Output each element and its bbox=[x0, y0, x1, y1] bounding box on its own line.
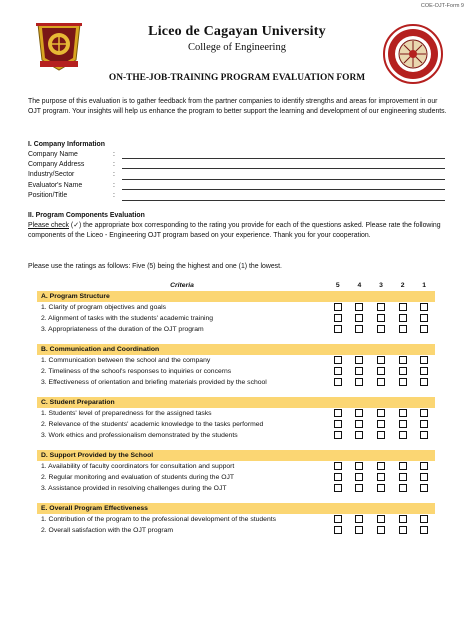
checkbox-icon[interactable] bbox=[355, 515, 363, 523]
spacer-cell bbox=[37, 494, 435, 504]
rating-cell bbox=[392, 324, 414, 335]
checkbox-icon[interactable] bbox=[334, 526, 342, 534]
field-line[interactable] bbox=[122, 179, 445, 180]
criteria-label: 1. Contribution of the program to the professional development of the students bbox=[41, 515, 277, 523]
checkbox-icon[interactable] bbox=[334, 484, 342, 492]
rating-cell bbox=[349, 430, 371, 441]
checkbox-icon[interactable] bbox=[399, 367, 407, 375]
checkbox-icon[interactable] bbox=[420, 314, 428, 322]
rating-cell bbox=[370, 302, 392, 313]
evaluator-name-field[interactable] bbox=[28, 182, 448, 192]
checkbox-icon[interactable] bbox=[377, 378, 385, 386]
rating-cell bbox=[413, 355, 435, 366]
checkbox-icon[interactable] bbox=[377, 420, 385, 428]
criteria-row bbox=[37, 355, 435, 366]
criteria-row bbox=[37, 324, 435, 335]
industry-sector-field[interactable] bbox=[28, 171, 448, 181]
rating-cell bbox=[327, 419, 349, 430]
checkbox-icon[interactable] bbox=[355, 462, 363, 470]
rating-cell bbox=[327, 483, 349, 494]
rating-cell bbox=[392, 514, 414, 525]
rating-cell bbox=[413, 472, 435, 483]
category-title: C. Student Preparation bbox=[37, 397, 435, 408]
checkbox-icon[interactable] bbox=[355, 409, 363, 417]
checkbox-icon[interactable] bbox=[355, 303, 363, 311]
checkbox-icon[interactable] bbox=[355, 484, 363, 492]
rating-cell bbox=[370, 313, 392, 324]
field-label: Position/Title bbox=[28, 192, 68, 200]
criteria-row bbox=[37, 313, 435, 324]
checkbox-icon[interactable] bbox=[334, 303, 342, 311]
rating-cell bbox=[370, 461, 392, 472]
rating-cell bbox=[327, 514, 349, 525]
criteria-row bbox=[37, 525, 435, 536]
rating-cell bbox=[413, 366, 435, 377]
rating-cell bbox=[392, 408, 414, 419]
rating-cell bbox=[349, 355, 371, 366]
form-title: ON-THE-JOB-TRAINING PROGRAM EVALUATION FORM bbox=[108, 73, 366, 83]
checkbox-icon[interactable] bbox=[420, 303, 428, 311]
rating-cell bbox=[370, 430, 392, 441]
checkbox-icon[interactable] bbox=[334, 473, 342, 481]
field-line[interactable] bbox=[122, 189, 445, 190]
category-title: B. Communication and Coordination bbox=[37, 344, 435, 355]
criteria-header: Criteria bbox=[170, 282, 194, 289]
field-label: Industry/Sector bbox=[28, 171, 75, 179]
rating-cell bbox=[392, 525, 414, 536]
company-info-heading: I. Company Information bbox=[28, 141, 105, 148]
criteria-label: 1. Communication between the school and the company bbox=[41, 356, 211, 364]
checkbox-icon[interactable] bbox=[334, 325, 342, 333]
rating-cell bbox=[392, 355, 414, 366]
criteria-label: 2. Timeliness of the school's responses to inquiries or concerns bbox=[41, 367, 232, 375]
rating-cell bbox=[413, 302, 435, 313]
rating-cell bbox=[370, 355, 392, 366]
checkbox-icon[interactable] bbox=[377, 409, 385, 417]
rating-cell bbox=[413, 324, 435, 335]
checkbox-icon[interactable] bbox=[377, 515, 385, 523]
intro-paragraph: The purpose of this evaluation is to gather feedback from the partner companies to identify strengths and areas for improvement in our OJT program. Your insights will help us enhance the program to better support the learning and development of our engineering students. bbox=[28, 98, 447, 116]
checkbox-icon[interactable] bbox=[334, 409, 342, 417]
criteria-label: 2. Alignment of tasks with the students' academic training bbox=[41, 314, 214, 322]
criteria-label: 3. Work ethics and professionalism demonstrated by the students bbox=[41, 431, 238, 439]
rating-cell bbox=[413, 461, 435, 472]
instruction-paragraph bbox=[28, 221, 448, 242]
checkbox-icon[interactable] bbox=[399, 325, 407, 333]
rating-cell bbox=[413, 419, 435, 430]
checkbox-icon[interactable] bbox=[420, 526, 428, 534]
rating-header: 3 bbox=[379, 282, 383, 289]
rating-cell bbox=[349, 302, 371, 313]
checkbox-icon[interactable] bbox=[377, 473, 385, 481]
rating-cell bbox=[349, 313, 371, 324]
field-colon: : bbox=[113, 160, 115, 168]
criteria-row bbox=[37, 472, 435, 483]
company-name-field[interactable] bbox=[28, 151, 448, 161]
field-colon: : bbox=[113, 192, 115, 200]
rating-cell bbox=[327, 324, 349, 335]
checkbox-icon[interactable] bbox=[334, 420, 342, 428]
checkbox-icon[interactable] bbox=[334, 431, 342, 439]
criteria-label: 3. Appropriateness of the duration of the OJT program bbox=[41, 325, 204, 333]
checkbox-icon[interactable] bbox=[420, 431, 428, 439]
spacer-cell bbox=[37, 441, 435, 451]
rating-cell bbox=[349, 483, 371, 494]
checkbox-icon[interactable] bbox=[355, 526, 363, 534]
rating-cell bbox=[327, 461, 349, 472]
checkbox-icon[interactable] bbox=[334, 462, 342, 470]
checkbox-icon[interactable] bbox=[399, 409, 407, 417]
rating-cell bbox=[413, 313, 435, 324]
evaluation-table bbox=[37, 280, 435, 536]
checkbox-icon[interactable] bbox=[420, 420, 428, 428]
category-title: A. Program Structure bbox=[37, 291, 435, 302]
form-code: COE-OJT-Form 9 bbox=[420, 3, 464, 9]
criteria-label: 2. Regular monitoring and evaluation of students during the OJT bbox=[41, 473, 235, 481]
spacer-row bbox=[37, 441, 435, 451]
rating-cell bbox=[327, 430, 349, 441]
checkbox-icon[interactable] bbox=[420, 367, 428, 375]
criteria-row bbox=[37, 419, 435, 430]
rating-cell bbox=[327, 408, 349, 419]
checkbox-icon[interactable] bbox=[355, 431, 363, 439]
rating-cell bbox=[349, 366, 371, 377]
rating-header: 2 bbox=[400, 282, 405, 289]
checkbox-icon[interactable] bbox=[355, 420, 363, 428]
rating-cell bbox=[327, 377, 349, 388]
checkbox-icon[interactable] bbox=[399, 378, 407, 386]
checkbox-icon[interactable] bbox=[377, 462, 385, 470]
checkbox-icon[interactable] bbox=[377, 484, 385, 492]
rating-cell bbox=[392, 377, 414, 388]
rating-cell bbox=[370, 324, 392, 335]
rating-cell bbox=[413, 377, 435, 388]
category-row bbox=[37, 397, 435, 408]
company-address-field[interactable] bbox=[28, 161, 448, 171]
checkbox-icon[interactable] bbox=[420, 484, 428, 492]
criteria-label: 1. Students' level of preparedness for the assigned tasks bbox=[41, 409, 212, 417]
rating-cell bbox=[349, 324, 371, 335]
checkbox-icon[interactable] bbox=[334, 314, 342, 322]
criteria-row bbox=[37, 483, 435, 494]
instruction-underlined: Please check bbox=[28, 222, 69, 229]
program-eval-heading: II. Program Components Evaluation bbox=[28, 212, 145, 219]
criteria-row bbox=[37, 514, 435, 525]
table-header-row bbox=[37, 280, 435, 291]
field-colon: : bbox=[113, 150, 115, 158]
checkbox-icon[interactable] bbox=[420, 515, 428, 523]
checkbox-icon[interactable] bbox=[399, 515, 407, 523]
checkbox-icon[interactable] bbox=[355, 314, 363, 322]
checkbox-icon[interactable] bbox=[355, 356, 363, 364]
spacer-cell bbox=[37, 388, 435, 398]
checkbox-icon[interactable] bbox=[334, 356, 342, 364]
checkbox-icon[interactable] bbox=[355, 473, 363, 481]
spacer-row bbox=[37, 388, 435, 398]
category-row bbox=[37, 291, 435, 302]
rating-cell bbox=[327, 313, 349, 324]
rating-cell bbox=[370, 525, 392, 536]
rating-cell bbox=[413, 483, 435, 494]
rating-cell bbox=[392, 419, 414, 430]
rating-cell bbox=[392, 313, 414, 324]
category-row bbox=[37, 450, 435, 461]
rating-cell bbox=[370, 377, 392, 388]
checkbox-icon[interactable] bbox=[399, 473, 407, 481]
rating-cell bbox=[327, 366, 349, 377]
evaluation-table-body bbox=[37, 291, 435, 536]
rating-cell bbox=[327, 355, 349, 366]
field-line[interactable] bbox=[122, 168, 445, 169]
position-title-field[interactable] bbox=[28, 192, 448, 202]
rating-cell bbox=[413, 430, 435, 441]
checkbox-icon[interactable] bbox=[420, 325, 428, 333]
college-name: College of Engineering bbox=[188, 42, 286, 53]
spacer-row bbox=[37, 335, 435, 345]
checkbox-icon[interactable] bbox=[420, 473, 428, 481]
rating-cell bbox=[392, 430, 414, 441]
checkbox-icon[interactable] bbox=[399, 431, 407, 439]
ratings-note: Please use the ratings as follows: Five (5) being the highest and one (1) the lowest. bbox=[28, 263, 282, 270]
rating-cell bbox=[370, 483, 392, 494]
checkbox-icon[interactable] bbox=[377, 314, 385, 322]
checkbox-icon[interactable] bbox=[420, 378, 428, 386]
university-name: Liceo de Cagayan University bbox=[148, 24, 326, 39]
criteria-row bbox=[37, 302, 435, 313]
rating-cell bbox=[349, 461, 371, 472]
rating-header: 4 bbox=[357, 282, 362, 289]
instruction-text: (✓) the appropriate box corresponding to the rating you provide for each of the questions asked. Please rate the following components of the Liceo - Engineering OJT program based on your experience. Thank you for your cooperation. bbox=[28, 222, 441, 240]
field-label: Company Address bbox=[28, 160, 85, 168]
checkbox-icon[interactable] bbox=[420, 462, 428, 470]
checkbox-icon[interactable] bbox=[377, 431, 385, 439]
rating-header: 5 bbox=[335, 282, 340, 289]
field-line[interactable] bbox=[122, 158, 445, 159]
rating-cell bbox=[327, 472, 349, 483]
criteria-label: 2. Relevance of the students' academic knowledge to the tasks performed bbox=[41, 420, 264, 428]
rating-cell bbox=[349, 525, 371, 536]
field-label: Evaluator's Name bbox=[28, 181, 83, 189]
checkbox-icon[interactable] bbox=[334, 515, 342, 523]
rating-cell bbox=[327, 302, 349, 313]
checkbox-icon[interactable] bbox=[399, 314, 407, 322]
checkbox-icon[interactable] bbox=[377, 325, 385, 333]
rating-cell bbox=[370, 514, 392, 525]
checkbox-icon[interactable] bbox=[355, 378, 363, 386]
rating-cell bbox=[349, 514, 371, 525]
rating-cell bbox=[349, 408, 371, 419]
criteria-label: 3. Effectiveness of orientation and briefing materials provided by the school bbox=[41, 378, 267, 386]
rating-cell bbox=[413, 408, 435, 419]
spacer-row bbox=[37, 494, 435, 504]
rating-cell bbox=[327, 525, 349, 536]
rating-cell bbox=[370, 366, 392, 377]
rating-cell bbox=[392, 472, 414, 483]
rating-header: 1 bbox=[422, 282, 427, 289]
criteria-row bbox=[37, 366, 435, 377]
document-header bbox=[0, 24, 474, 53]
checkbox-icon[interactable] bbox=[355, 367, 363, 375]
field-line[interactable] bbox=[122, 200, 445, 201]
rating-cell bbox=[392, 483, 414, 494]
rating-cell bbox=[392, 461, 414, 472]
spacer-cell bbox=[37, 335, 435, 345]
checkbox-icon[interactable] bbox=[399, 484, 407, 492]
checkbox-icon[interactable] bbox=[377, 526, 385, 534]
checkbox-icon[interactable] bbox=[399, 303, 407, 311]
checkbox-icon[interactable] bbox=[377, 303, 385, 311]
criteria-row bbox=[37, 461, 435, 472]
category-row bbox=[37, 344, 435, 355]
criteria-row bbox=[37, 377, 435, 388]
field-label: Company Name bbox=[28, 150, 78, 158]
criteria-row bbox=[37, 408, 435, 419]
rating-cell bbox=[349, 472, 371, 483]
checkbox-icon[interactable] bbox=[420, 409, 428, 417]
checkbox-icon[interactable] bbox=[377, 367, 385, 375]
checkbox-icon[interactable] bbox=[377, 356, 385, 364]
checkbox-icon[interactable] bbox=[355, 325, 363, 333]
checkbox-icon[interactable] bbox=[399, 526, 407, 534]
criteria-label: 3. Assistance provided in resolving challenges during the OJT bbox=[41, 484, 227, 492]
criteria-label: 2. Overall satisfaction with the OJT program bbox=[41, 526, 174, 534]
checkbox-icon[interactable] bbox=[399, 356, 407, 364]
rating-cell bbox=[349, 377, 371, 388]
category-title: E. Overall Program Effectiveness bbox=[37, 503, 435, 514]
checkbox-icon[interactable] bbox=[399, 462, 407, 470]
category-title: D. Support Provided by the School bbox=[37, 450, 435, 461]
criteria-label: 1. Availability of faculty coordinators for consultation and support bbox=[41, 462, 235, 470]
rating-cell bbox=[413, 514, 435, 525]
rating-cell bbox=[370, 408, 392, 419]
rating-cell bbox=[349, 419, 371, 430]
rating-cell bbox=[392, 302, 414, 313]
rating-cell bbox=[413, 525, 435, 536]
checkbox-icon[interactable] bbox=[399, 420, 407, 428]
field-colon: : bbox=[113, 181, 115, 189]
rating-cell bbox=[370, 419, 392, 430]
criteria-label: 1. Clarity of program objectives and goals bbox=[41, 303, 167, 311]
checkbox-icon[interactable] bbox=[420, 356, 428, 364]
category-row bbox=[37, 503, 435, 514]
criteria-row bbox=[37, 430, 435, 441]
checkbox-icon[interactable] bbox=[334, 378, 342, 386]
checkbox-icon[interactable] bbox=[334, 367, 342, 375]
field-colon: : bbox=[113, 171, 115, 179]
rating-cell bbox=[392, 366, 414, 377]
rating-cell bbox=[370, 472, 392, 483]
